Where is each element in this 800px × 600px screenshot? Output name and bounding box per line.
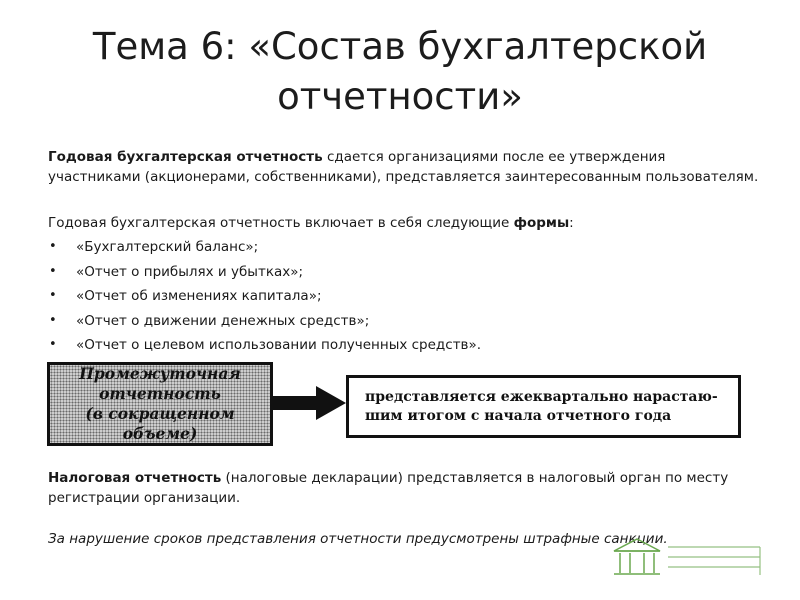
annual-report-paragraph — [48, 147, 760, 187]
bullet-icon: • — [49, 312, 57, 328]
slide-title-line-1: Тема 6: «Состав бухгалтерской — [92, 25, 708, 68]
forms-intro-bold: формы — [513, 215, 570, 231]
tax-report-term: Налоговая отчетность — [48, 470, 222, 486]
tax-report-text: (налоговые декларации) представляется в налоговый орган по месту регистрации организации. — [48, 470, 729, 506]
list-item — [48, 286, 760, 311]
interim-box-line-2: отчетность — [99, 384, 221, 403]
forms-intro-prefix: Годовая бухгалтерская отчетность включает в себя следующие — [48, 215, 514, 231]
list-item — [48, 237, 760, 262]
interim-box-line-3: (в сокращенном объеме) — [85, 404, 235, 443]
list-item-label: «Бухгалтерский баланс»; — [76, 239, 259, 255]
list-item-label: «Отчет о целевом использовании полученных средств». — [76, 337, 482, 353]
arrow-head-icon — [316, 386, 346, 420]
bullet-icon: • — [49, 239, 57, 254]
annual-report-term: Годовая бухгалтерская отчетность — [48, 149, 323, 165]
list-item — [48, 335, 760, 360]
interim-report-box — [47, 362, 273, 446]
forms-intro — [48, 213, 760, 233]
list-item — [48, 311, 760, 336]
slide-title-line-2: отчетности» — [277, 75, 523, 118]
list-item-label: «Отчет о прибылях и убытках»; — [76, 263, 304, 280]
bullet-icon: • — [49, 337, 57, 352]
quarterly-box-line-1: представляется ежеквартально нарастаю- — [365, 388, 718, 405]
bullet-icon: • — [49, 263, 57, 279]
list-item-label: «Отчет об изменениях капитала»; — [76, 288, 322, 304]
annual-report-text: сдается организациями после ее утверждения участниками (акционерами, собственниками), представляется заинтересованным пользователям. — [48, 149, 759, 185]
quarterly-box-line-2: шим итогом с начала отчетного года — [365, 407, 672, 424]
list-item — [48, 262, 760, 287]
tax-report-paragraph — [48, 468, 760, 508]
forms-intro-suffix: : — [569, 215, 574, 231]
bullet-icon: • — [49, 288, 57, 303]
list-item-label: «Отчет о движении денежных средств»; — [76, 312, 370, 329]
quarterly-description-box — [346, 375, 741, 438]
arrow-right-icon — [273, 396, 318, 410]
building-logo-icon — [612, 537, 762, 577]
penalty-note: За нарушение сроков представления отчетности предусмотрены штрафные санкции. — [48, 531, 668, 547]
interim-box-line-1: Промежуточная — [79, 364, 241, 383]
forms-list — [48, 237, 760, 360]
slide-title — [40, 22, 760, 122]
